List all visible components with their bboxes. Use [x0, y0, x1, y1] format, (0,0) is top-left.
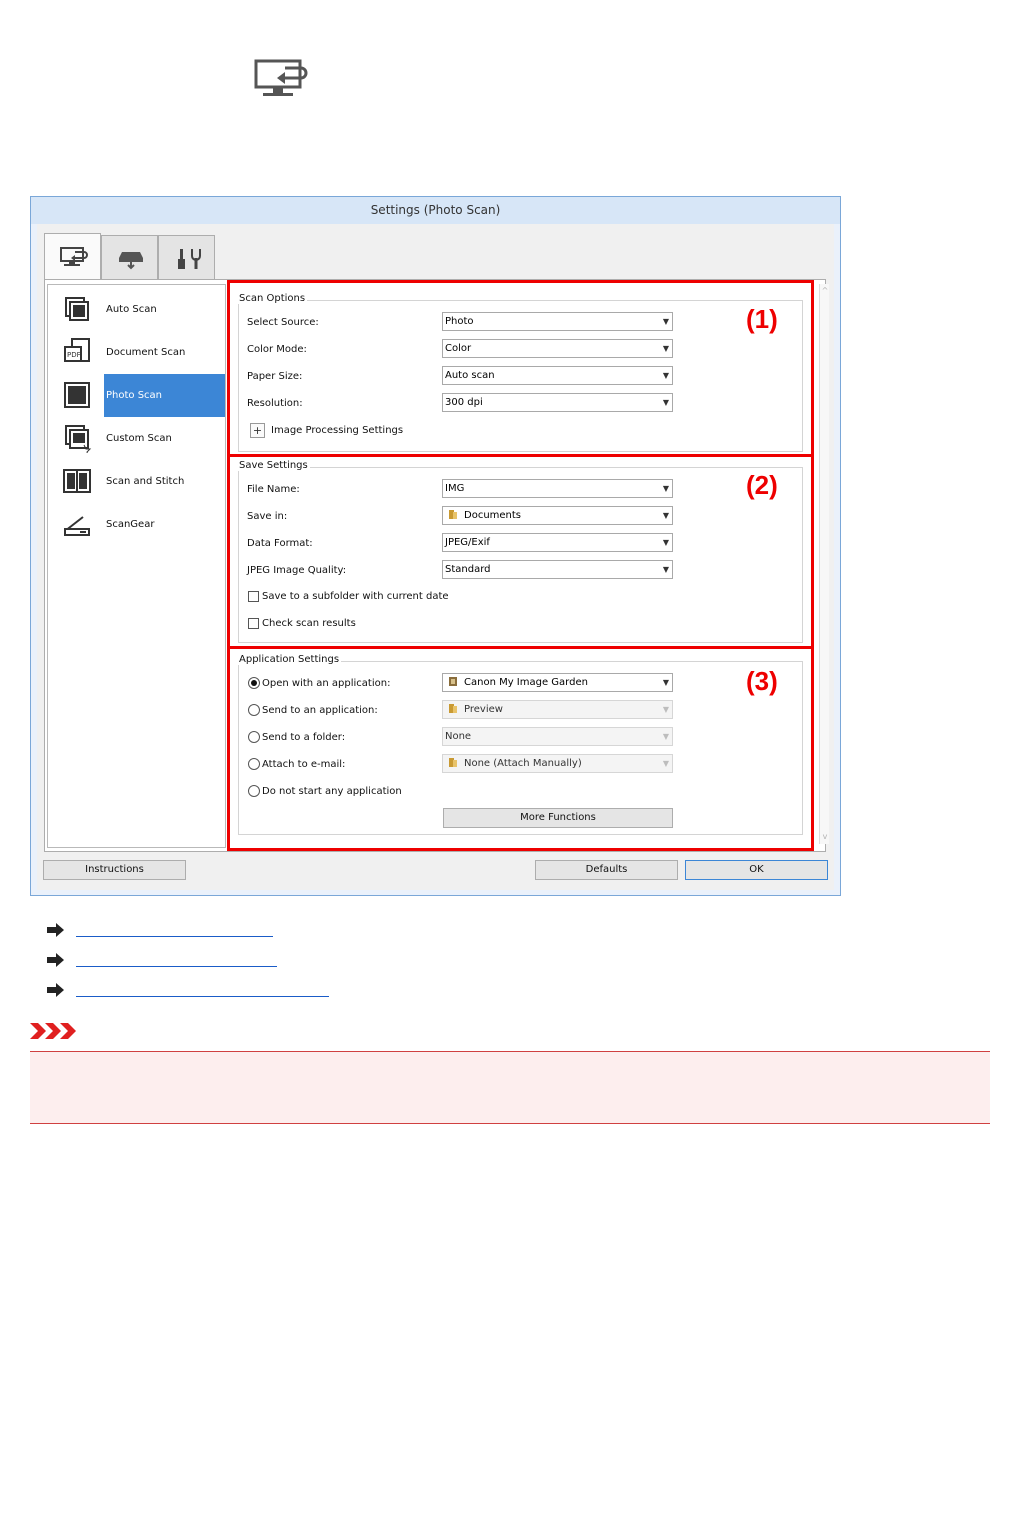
- jpeg-quality-combo[interactable]: [442, 560, 673, 579]
- nav-label: Photo Scan: [104, 374, 225, 417]
- combo-value: Preview: [464, 704, 503, 715]
- chevron-down-icon: ▼: [662, 511, 669, 520]
- subfolder-checkbox[interactable]: [248, 591, 259, 602]
- custom-scan-icon: [62, 423, 92, 453]
- tab-scan-from-panel[interactable]: [101, 235, 158, 279]
- important-icon: [30, 1022, 80, 1040]
- color-mode-combo[interactable]: [442, 339, 673, 358]
- send-to-app-combo[interactable]: [442, 700, 673, 719]
- folder-icon: [448, 703, 458, 714]
- chevron-down-icon: ▼: [662, 538, 669, 547]
- open-with-app-label: Open with an application:: [262, 678, 391, 689]
- marker-3: (3): [746, 666, 778, 696]
- marker-1: (1): [746, 304, 778, 334]
- dialog-title: Settings (Photo Scan): [31, 197, 840, 224]
- defaults-button[interactable]: Defaults: [535, 860, 678, 880]
- arrow-right-icon: [47, 953, 65, 967]
- photo-scan-icon: [62, 380, 92, 410]
- select-source-combo[interactable]: [442, 312, 673, 331]
- nav-label: ScanGear: [106, 519, 155, 530]
- marker-2: (2): [746, 470, 778, 500]
- data-format-combo[interactable]: [442, 533, 673, 552]
- expand-image-processing-button[interactable]: +: [250, 423, 265, 438]
- settings-dialog: [30, 196, 841, 896]
- settings-scrollbar[interactable]: [819, 284, 829, 844]
- nav-item-scan-and-stitch[interactable]: [48, 460, 225, 503]
- application-settings-title: Application Settings: [239, 654, 340, 665]
- more-functions-button[interactable]: More Functions: [443, 808, 673, 828]
- arrow-right-icon: [47, 923, 65, 937]
- check-results-label: Check scan results: [262, 618, 356, 629]
- file-name-label: File Name:: [247, 484, 300, 495]
- check-results-checkbox[interactable]: [248, 618, 259, 629]
- chevron-down-icon: ▼: [662, 398, 669, 407]
- combo-value: IMG: [445, 483, 465, 494]
- scan-from-computer-icon: [253, 58, 309, 100]
- combo-value: Standard: [445, 564, 491, 575]
- paper-size-label: Paper Size:: [247, 371, 303, 382]
- subfolder-label: Save to a subfolder with current date: [262, 591, 449, 602]
- combo-value: JPEG/Exif: [445, 537, 490, 548]
- combo-value: Photo: [445, 316, 474, 327]
- save-settings-title: Save Settings: [239, 460, 308, 471]
- arrow-right-icon: [47, 983, 65, 997]
- scroll-up-icon[interactable]: ^: [821, 286, 829, 295]
- color-mode-label: Color Mode:: [247, 344, 307, 355]
- nav-label: Custom Scan: [106, 433, 172, 444]
- chevron-down-icon: ▼: [662, 484, 669, 493]
- combo-value: 300 dpi: [445, 397, 483, 408]
- data-format-label: Data Format:: [247, 538, 313, 549]
- save-in-label: Save in:: [247, 511, 288, 522]
- resolution-combo[interactable]: [442, 393, 673, 412]
- combo-value: Canon My Image Garden: [464, 677, 588, 688]
- scangear-icon: [62, 509, 92, 539]
- chevron-down-icon: ▼: [662, 371, 669, 380]
- send-to-folder-combo[interactable]: [442, 727, 673, 746]
- svg-text:PDF: PDF: [67, 351, 81, 359]
- send-to-app-label: Send to an application:: [262, 705, 378, 716]
- nav-item-scangear[interactable]: [48, 503, 225, 546]
- chevron-down-icon: ▼: [662, 759, 669, 768]
- jpeg-quality-label: JPEG Image Quality:: [247, 565, 347, 576]
- instructions-button[interactable]: Instructions: [43, 860, 186, 880]
- auto-scan-icon: [62, 294, 92, 324]
- send-to-folder-radio[interactable]: [248, 731, 260, 743]
- save-in-combo[interactable]: [442, 506, 673, 525]
- folder-icon: [448, 757, 458, 768]
- scroll-down-icon[interactable]: v: [822, 832, 828, 841]
- link-1[interactable]: [76, 936, 273, 937]
- combo-value: Documents: [464, 510, 522, 521]
- important-note-box: [30, 1051, 990, 1124]
- nav-item-photo-scan[interactable]: [48, 374, 225, 417]
- chevron-down-icon: ▼: [662, 565, 669, 574]
- nav-label: Scan and Stitch: [106, 476, 185, 487]
- no-app-label: Do not start any application: [262, 786, 402, 797]
- send-to-folder-label: Send to a folder:: [262, 732, 346, 743]
- scan-options-title: Scan Options: [239, 293, 306, 304]
- scan-from-operation-panel-icon: [116, 248, 146, 270]
- open-with-app-combo[interactable]: [442, 673, 673, 692]
- resolution-label: Resolution:: [247, 398, 303, 409]
- select-source-label: Select Source:: [247, 317, 319, 328]
- folder-icon: [448, 509, 458, 520]
- chevron-down-icon: ▼: [662, 705, 669, 714]
- no-app-radio[interactable]: [248, 785, 260, 797]
- link-3[interactable]: [76, 996, 329, 997]
- document-scan-icon: [62, 337, 92, 367]
- link-2[interactable]: [76, 966, 277, 967]
- nav-item-auto-scan[interactable]: [48, 288, 225, 331]
- general-settings-icon: [173, 246, 203, 272]
- image-garden-icon: [448, 676, 458, 687]
- attach-email-radio[interactable]: [248, 758, 260, 770]
- nav-label: Document Scan: [106, 347, 186, 358]
- ok-button[interactable]: OK: [685, 860, 828, 880]
- chevron-down-icon: ▼: [662, 732, 669, 741]
- scan-and-stitch-icon: [62, 466, 92, 496]
- combo-value: None: [445, 731, 472, 742]
- chevron-down-icon: ▼: [662, 678, 669, 687]
- combo-value: Auto scan: [445, 370, 495, 381]
- send-to-app-radio[interactable]: [248, 704, 260, 716]
- scan-type-list: [47, 284, 226, 848]
- combo-value: Color: [445, 343, 472, 354]
- scan-from-computer-icon: [59, 246, 89, 268]
- tab-general-settings[interactable]: [158, 235, 215, 279]
- attach-email-label: Attach to e-mail:: [262, 759, 346, 770]
- image-processing-label: Image Processing Settings: [271, 425, 404, 436]
- open-with-app-radio[interactable]: [248, 677, 260, 689]
- nav-label: Auto Scan: [106, 304, 157, 315]
- chevron-down-icon: ▼: [662, 344, 669, 353]
- attach-email-combo[interactable]: [442, 754, 673, 773]
- nav-item-document-scan[interactable]: [48, 331, 225, 374]
- chevron-down-icon: ▼: [662, 317, 669, 326]
- dialog-client: [37, 224, 834, 890]
- paper-size-combo[interactable]: [442, 366, 673, 385]
- combo-value: None (Attach Manually): [464, 758, 582, 769]
- file-name-combo[interactable]: [442, 479, 673, 498]
- nav-item-custom-scan[interactable]: [48, 417, 225, 460]
- tab-scan-from-computer[interactable]: [44, 233, 101, 279]
